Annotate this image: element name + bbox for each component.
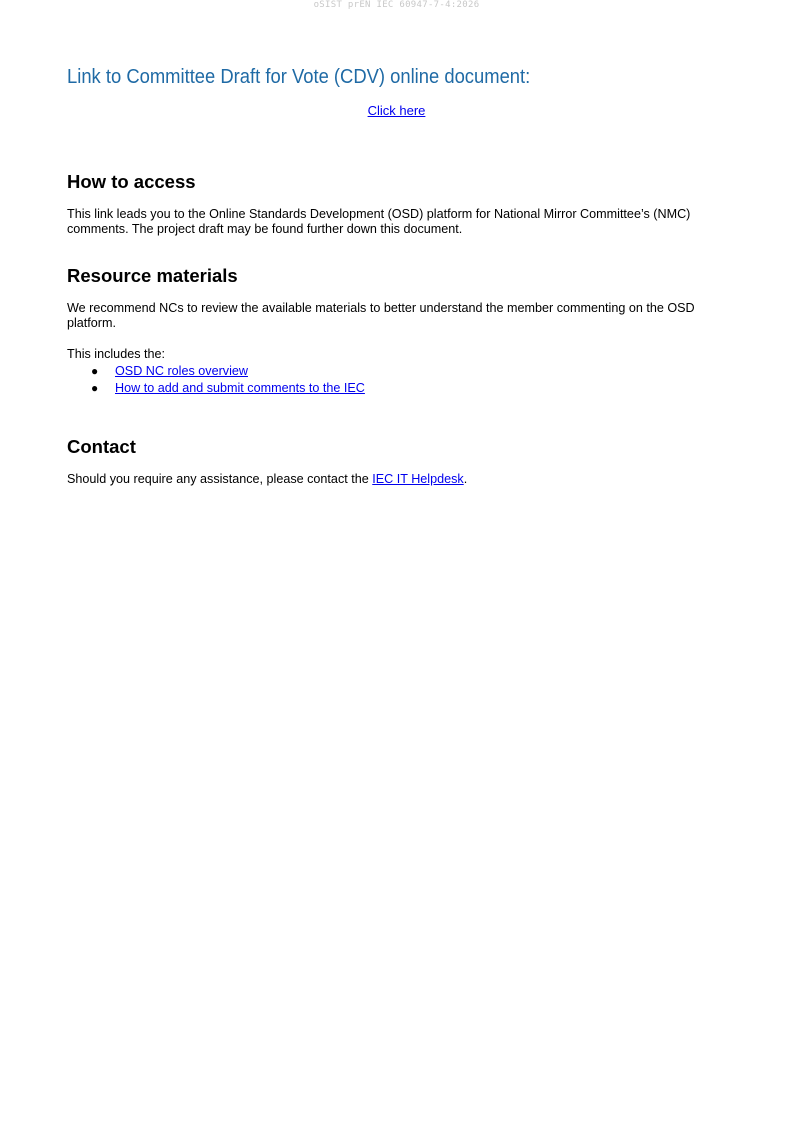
click-here-link[interactable]: Click here bbox=[367, 103, 426, 118]
contact-text-prefix: Should you require any assistance, please contact the bbox=[67, 472, 373, 486]
list-item bbox=[67, 363, 365, 380]
resource-list-intro: This includes the: bbox=[67, 347, 166, 361]
contact-text bbox=[67, 472, 732, 487]
bullet-icon: ● bbox=[91, 364, 99, 378]
resource-materials-text: We recommend NCs to review the available materials to better understand the member commenting on the OSD platform. bbox=[67, 301, 695, 330]
how-to-access-text: This link leads you to the Online Standards Development (OSD) platform for National Mirror Committee’s (NMC) comments. The project draft may be found further down this document. bbox=[67, 207, 691, 236]
cdv-link-container bbox=[0, 103, 793, 118]
osd-nc-roles-link[interactable]: OSD NC roles overview bbox=[115, 364, 248, 378]
document-watermark: oSIST prEN IEC 60947-7-4:2026 bbox=[313, 0, 480, 10]
bullet-icon: ● bbox=[91, 381, 99, 395]
resource-materials-heading: Resource materials bbox=[67, 265, 238, 286]
contact-heading: Contact bbox=[67, 436, 136, 457]
contact-text-suffix: . bbox=[463, 472, 468, 486]
submit-comments-link[interactable]: How to add and submit comments to the IEC bbox=[115, 381, 365, 395]
list-item bbox=[67, 380, 365, 397]
cdv-link-title: Link to Committee Draft for Vote (CDV) online document: bbox=[67, 66, 531, 88]
iec-helpdesk-link[interactable]: IEC IT Helpdesk bbox=[372, 472, 464, 486]
resource-list bbox=[67, 363, 365, 397]
how-to-access-heading: How to access bbox=[67, 171, 196, 192]
